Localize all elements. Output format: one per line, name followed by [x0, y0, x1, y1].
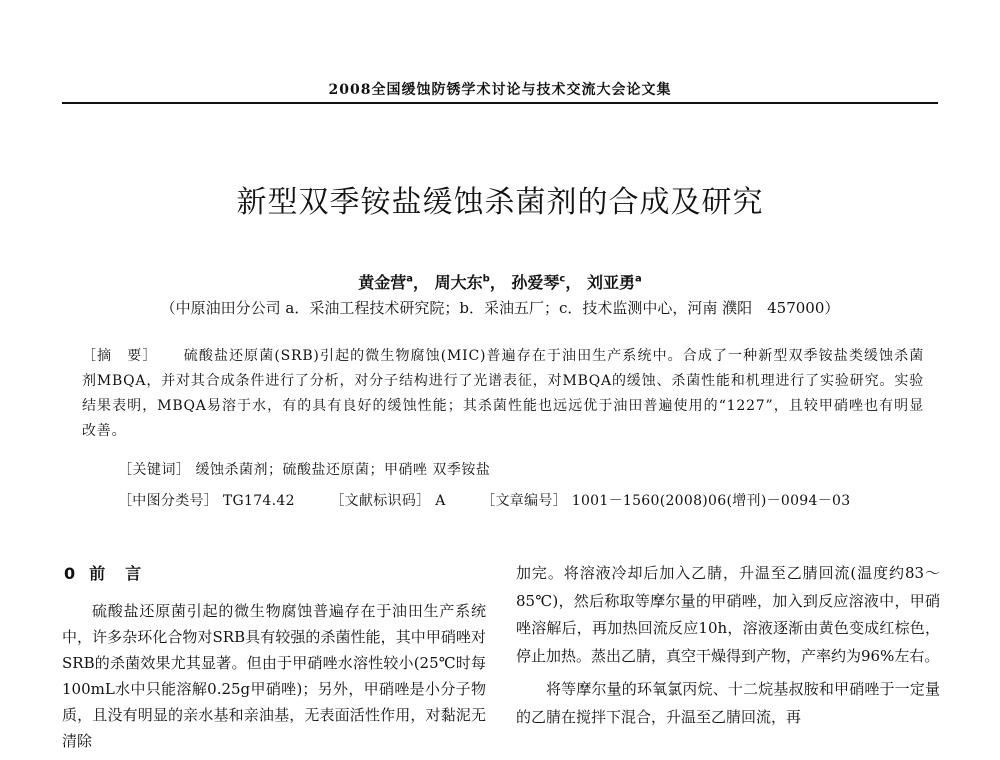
article-number-value: 1001－1560(2008)06(增刊)－0094－03	[571, 493, 851, 509]
section-heading	[64, 561, 143, 584]
keywords	[118, 459, 490, 479]
abstract-label: ［摘 要］	[82, 348, 158, 364]
affiliation-mark: a	[634, 273, 642, 285]
body-paragraph: 加完。将溶液冷却后加入乙腈，升温至乙腈回流(温度约83～85℃)，然后称取等摩尔量的甲硝唑，加入到反应溶液中，甲硝唑溶解后，再加热回流反应10h，溶液逐渐由黄色变成红棕色，停止加热。蒸出乙腈，真空干燥得到产物，产率约为96%左右。	[516, 564, 940, 665]
clc-value: TG174.42	[222, 493, 295, 509]
author-name: 孙爱琴	[511, 273, 560, 292]
affiliation: （中原油田分公司 a．采油工程技术研究院；b．采油五厂；c．技术监测中心，河南 濮阳 457000）	[160, 299, 840, 317]
author-list	[0, 270, 1000, 293]
author-separator: ，	[413, 273, 430, 292]
abstract-text: 硫酸盐还原菌(SRB)引起的微生物腐蚀(MIC)普遍存在于油田生产系统中。合成了一种新型双季铵盐类缓蚀杀菌剂MBQA，并对其合成条件进行了分析，对分子结构进行了光谱表征，对MBQA的缓蚀、杀菌性能和机理进行了实验研究。实验结果表明，MBQA易溶于水，有的具有良好的缓蚀性能；其杀菌性能也远远优于油田普遍使用的“1227”，且较甲硝唑也有明显改善。	[82, 348, 925, 439]
author-name: 刘亚勇	[586, 273, 635, 292]
clc-label: ［中图分类号］	[118, 493, 219, 509]
paper-title: 新型双季铵盐缓蚀杀菌剂的合成及研究	[236, 185, 764, 220]
affiliation-mark: a	[406, 273, 414, 285]
body-column-right	[516, 560, 940, 732]
affiliation-mark: b	[482, 273, 490, 285]
keywords-label: ［关键词］	[118, 462, 191, 478]
section-title: 前 言	[89, 564, 144, 583]
author-name: 黄金营	[358, 273, 407, 292]
section-number: 0	[64, 564, 78, 583]
body-paragraph: 硫酸盐还原菌引起的微生物腐蚀普遍存在于油田生产系统中，许多杂环化合物对SRB具有较强的杀菌性能，其中甲硝唑对SRB的杀菌效果尤其显著。但由于甲硝唑水溶性较小(25℃时每100mL水中只能溶解0.25g甲硝唑)；另外，甲硝唑是小分子物质，且没有明显的亲水基和亲油基，无表面活性作用，对黏泥无清除	[62, 602, 486, 750]
affiliation-mark: c	[559, 273, 566, 285]
author-separator: ，	[489, 273, 506, 292]
body-paragraph: 将等摩尔量的环氧氯丙烷、十二烷基叔胺和甲硝唑于一定量的乙腈在搅拌下混合，升温至乙腈回流，再	[516, 680, 940, 726]
body-column-left	[62, 598, 486, 754]
running-header: 2008全国缓蚀防锈学术讨论与技术交流大会论文集	[328, 82, 672, 98]
article-number-label: ［文章编号］	[481, 493, 567, 509]
author-separator: ，	[565, 273, 582, 292]
doc-code-label: ［文献标识码］	[330, 493, 431, 509]
keywords-text: 缓蚀杀菌剂；硫酸盐还原菌；甲硝唑 双季铵盐	[195, 462, 491, 478]
abstract	[82, 344, 924, 444]
classification-line	[118, 490, 850, 510]
doc-code-value: A	[435, 493, 446, 509]
author-name: 周大东	[434, 273, 483, 292]
header-rule	[62, 102, 938, 104]
